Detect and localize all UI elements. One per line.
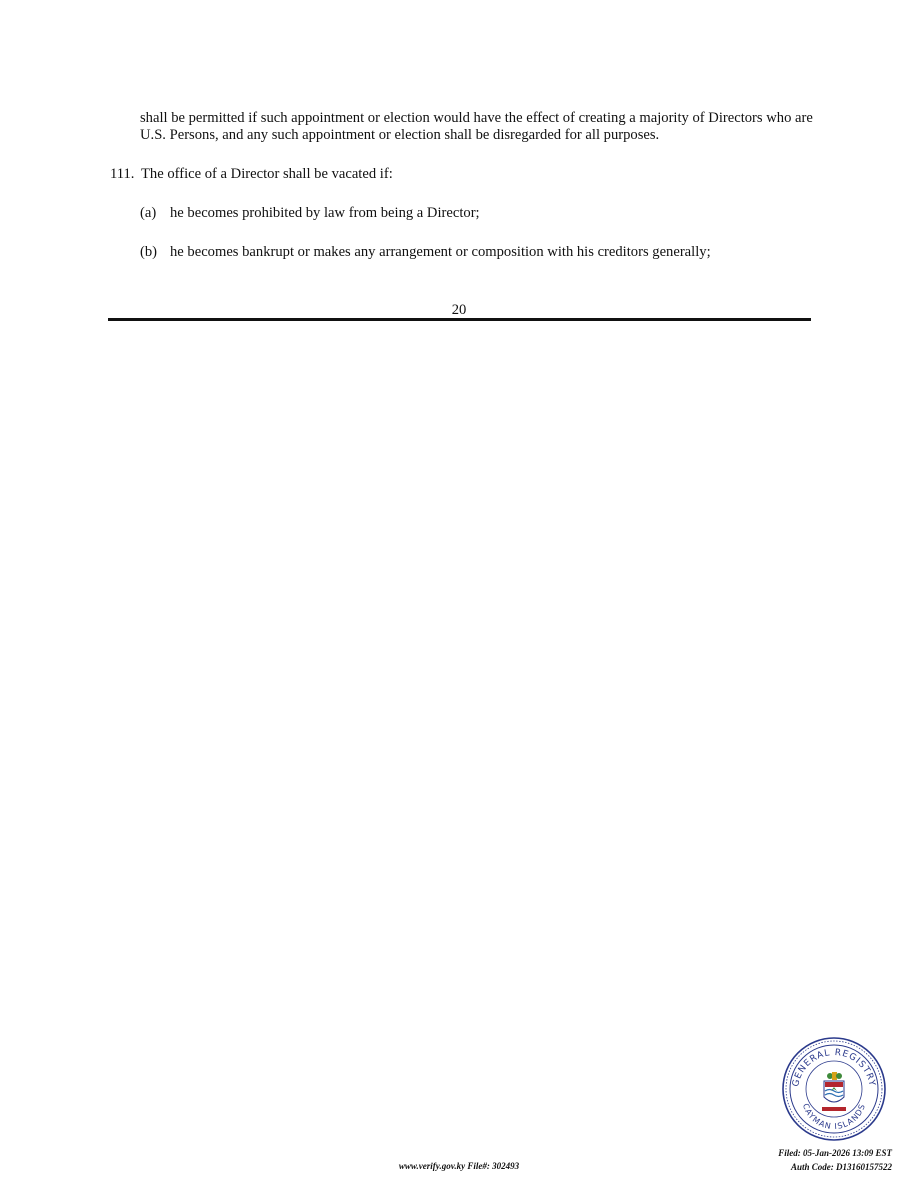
list-item xyxy=(140,205,820,222)
item-text: he becomes prohibited by law from being a Director; xyxy=(170,205,480,221)
registry-seal-icon xyxy=(780,1035,888,1143)
footer-rule xyxy=(108,318,811,321)
clause-text: The office of a Director shall be vacated if: xyxy=(141,166,393,182)
page-number: 20 xyxy=(451,302,467,318)
auth-code-line: Auth Code: D13160157522 xyxy=(790,1162,892,1172)
filed-line: Filed: 05-Jan-2026 13:09 EST xyxy=(778,1148,892,1158)
item-marker: (b) xyxy=(140,244,158,260)
list-item xyxy=(140,244,820,261)
verify-line: www.verify.gov.ky File#: 302493 xyxy=(398,1161,520,1171)
item-text: he becomes bankrupt or makes any arrangement or composition with his creditors generally; xyxy=(170,244,711,260)
clause-number: 111. xyxy=(110,166,135,182)
item-marker: (a) xyxy=(140,205,157,221)
filing-stamp xyxy=(778,1146,892,1174)
clause-111 xyxy=(110,166,810,183)
svg-text:CAYMAN ISLANDS: CAYMAN ISLANDS xyxy=(800,1102,868,1132)
continuation-paragraph: shall be permitted if such appointment or election would have the effect of creating a majority of Directors who are U.S. Persons, and any such appointment or election shall be disregarded for all purposes. xyxy=(140,110,813,143)
svg-text:GENERAL REGISTRY: GENERAL REGISTRY xyxy=(791,1047,877,1088)
